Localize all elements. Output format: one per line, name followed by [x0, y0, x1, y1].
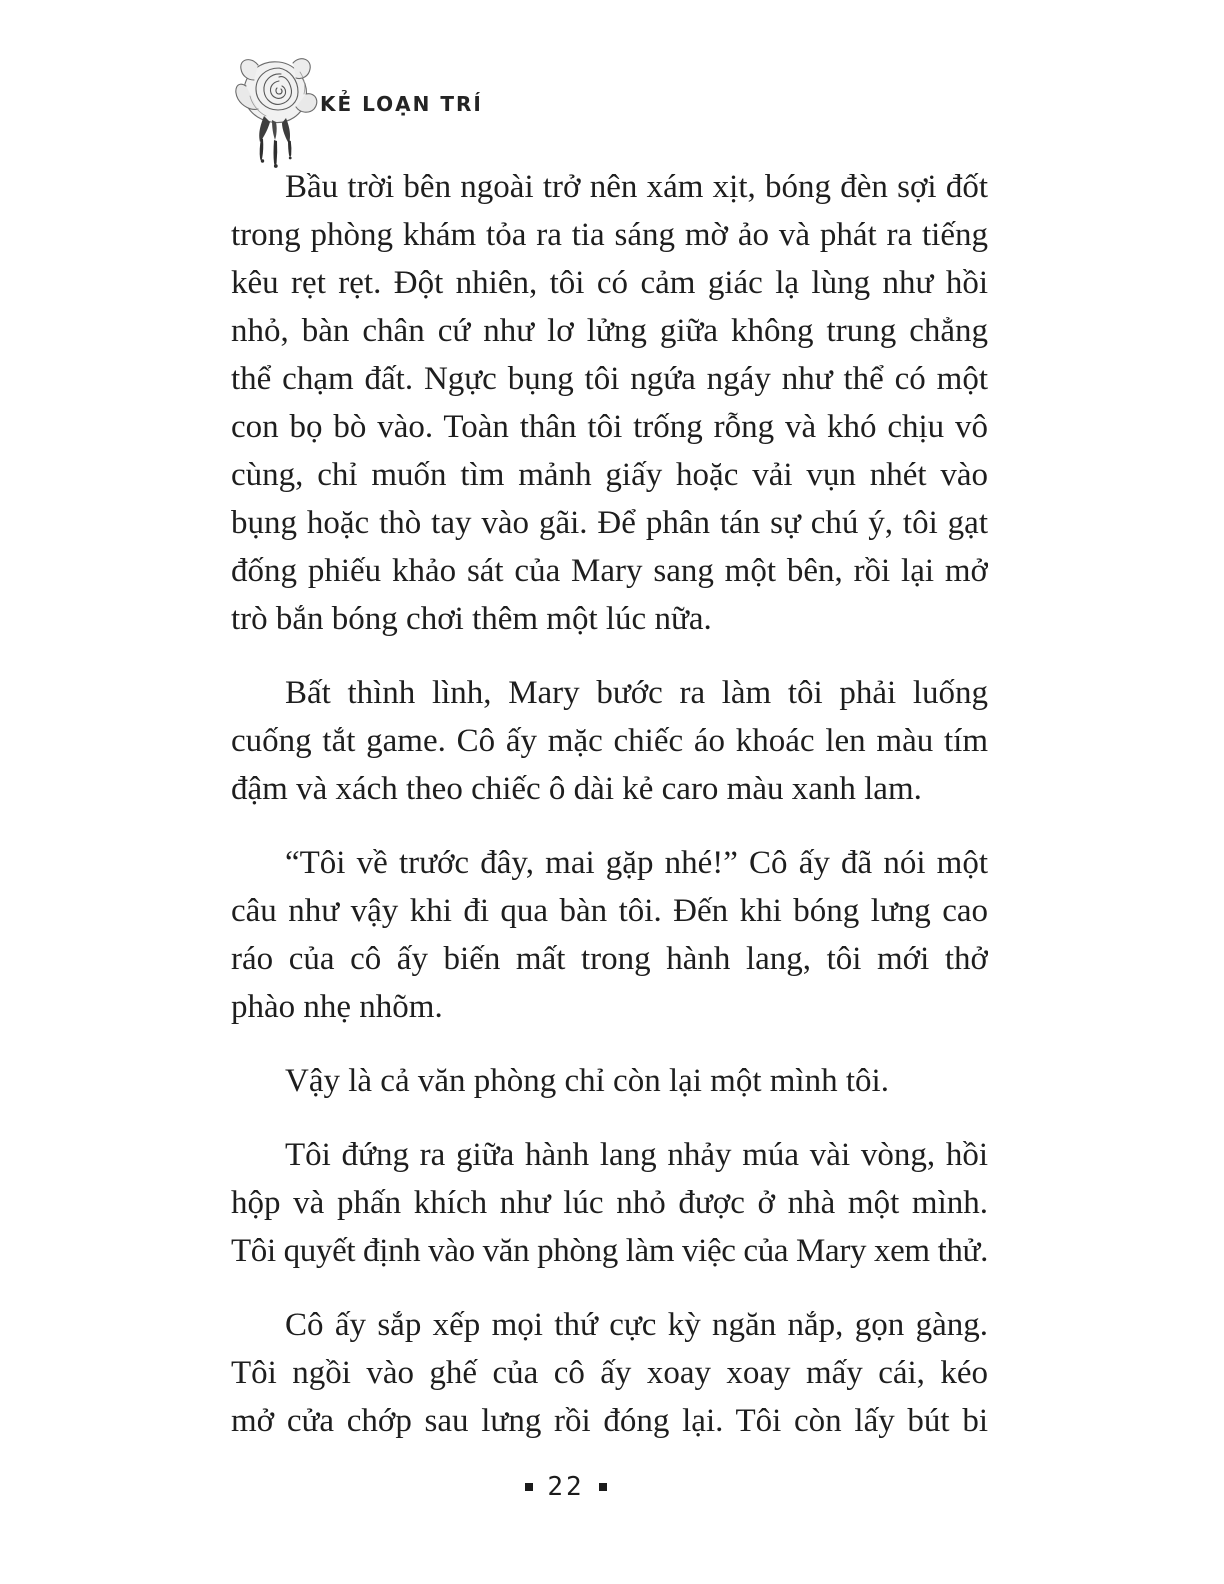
square-bullet-icon [525, 1483, 533, 1491]
text-line: trong phòng khám tỏa ra tia sáng mờ ảo và phát ra tiếng [231, 217, 988, 253]
text-line: ráo của cô ấy biến mất trong hành lang, tôi mới thở [231, 941, 988, 977]
text-line: thể chạm đất. Ngực bụng tôi ngứa ngáy như thể có một [231, 361, 988, 397]
text-line: Bầu trời bên ngoài trở nên xám xịt, bóng đèn sợi đốt [285, 169, 988, 205]
text-line: trò bắn bóng chơi thêm một lúc nữa. [231, 601, 712, 637]
chapter-title: KẺ LOẠN TRÍ [320, 92, 483, 116]
text-line: mở cửa chớp sau lưng rồi đóng lại. Tôi còn lấy bút bi [231, 1403, 988, 1439]
page-number: 22 [547, 1472, 585, 1502]
text-line: Bất thình lình, Mary bước ra làm tôi phải luống [285, 675, 988, 711]
paragraph [231, 669, 988, 813]
text-line: Tôi quyết định vào văn phòng làm việc của Mary xem thử. [231, 1233, 988, 1269]
text-line: đống phiếu khảo sát của Mary sang một bên, rồi lại mở [231, 553, 988, 589]
body-text [231, 163, 988, 1445]
text-line: đậm và xách theo chiếc ô dài kẻ caro màu xanh lam. [231, 771, 922, 807]
text-line: Tôi ngồi vào ghế của cô ấy xoay xoay mấy cái, kéo [231, 1355, 988, 1391]
text-line: Vậy là cả văn phòng chỉ còn lại một mình tôi. [285, 1063, 889, 1099]
paragraph [231, 1301, 988, 1445]
paragraph [231, 1057, 988, 1105]
text-line: phào nhẹ nhõm. [231, 989, 443, 1025]
paragraph [231, 163, 988, 643]
square-bullet-icon [599, 1483, 607, 1491]
text-line: cuống tắt game. Cô ấy mặc chiếc áo khoác len màu tím [231, 723, 988, 759]
text-line: cùng, chỉ muốn tìm mảnh giấy hoặc vải vụn nhét vào [231, 457, 988, 493]
text-line: bụng hoặc thò tay vào gãi. Để phân tán sự chú ý, tôi gạt [231, 505, 988, 541]
rose-icon [230, 52, 328, 170]
text-line: nhỏ, bàn chân cứ như lơ lửng giữa không trung chẳng [231, 313, 988, 349]
paragraph [231, 839, 988, 1031]
page-footer [231, 1471, 901, 1503]
text-line: Cô ấy sắp xếp mọi thứ cực kỳ ngăn nắp, gọn gàng. [285, 1307, 988, 1343]
text-line: con bọ bò vào. Toàn thân tôi trống rỗng và khó chịu vô [231, 409, 988, 445]
text-line: “Tôi về trước đây, mai gặp nhé!” Cô ấy đã nói một [285, 845, 988, 881]
text-line: kêu rẹt rẹt. Đột nhiên, tôi có cảm giác lạ lùng như hồi [231, 265, 988, 301]
text-line: Tôi đứng ra giữa hành lang nhảy múa vài vòng, hồi [285, 1137, 988, 1173]
text-line: hộp và phấn khích như lúc nhỏ được ở nhà một mình. [231, 1185, 988, 1221]
text-line: câu như vậy khi đi qua bàn tôi. Đến khi bóng lưng cao [231, 893, 988, 929]
paragraph [231, 1131, 988, 1275]
